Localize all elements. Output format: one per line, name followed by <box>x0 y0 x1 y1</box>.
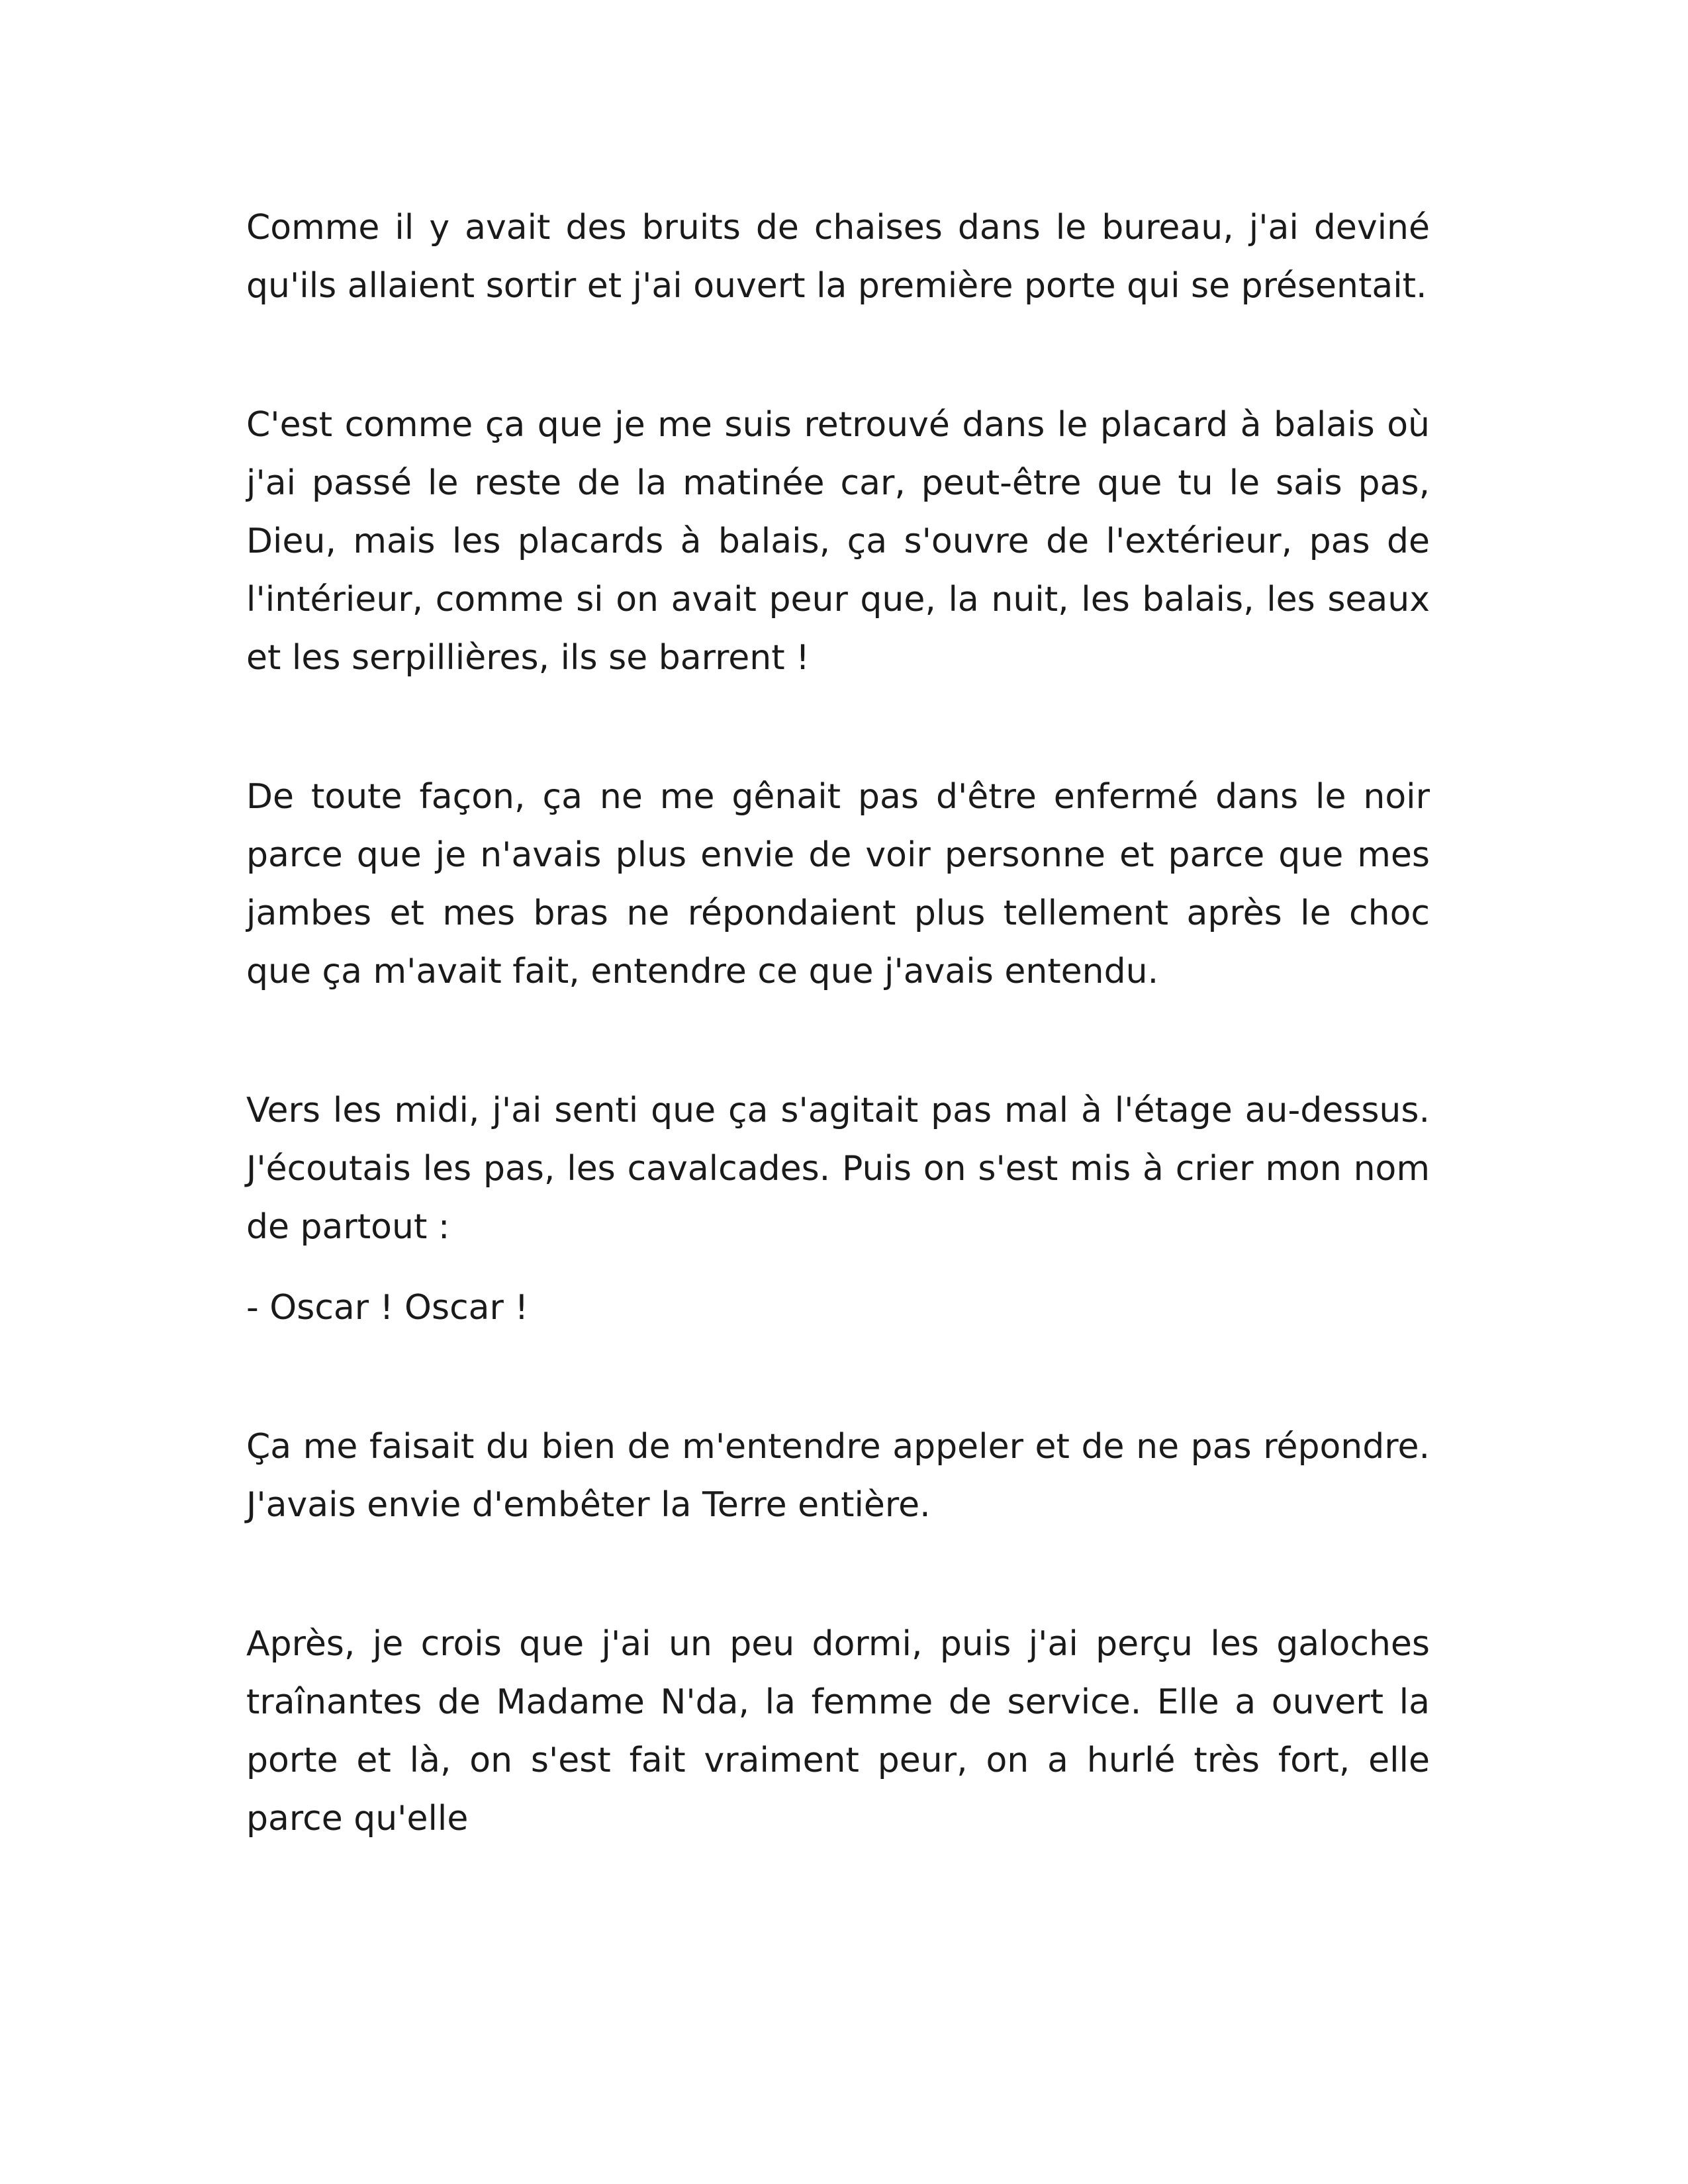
paragraph-5: Ça me faisait du bien de m'entendre appeler et de ne pas répondre. J'avais envie d'embêter la Terre entière. <box>246 1427 1430 1525</box>
paragraph-4: Vers les midi, j'ai senti que ça s'agitait pas mal à l'étage au-dessus. J'écoutais les pas, les cavalcades. Puis on s'est mis à crier mon nom de partout : <box>246 1091 1430 1247</box>
dialogue-line: - Oscar ! Oscar ! <box>246 1288 529 1328</box>
paragraph-1: Comme il y avait des bruits de chaises dans le bureau, j'ai deviné qu'ils allaient sortir et j'ai ouvert la première porte qui se présentait. <box>246 208 1430 306</box>
text-column <box>246 199 1430 1848</box>
paragraph-2: C'est comme ça que je me suis retrouvé dans le placard à balais où j'ai passé le reste de la matinée car, peut-être que tu le sais pas, Dieu, mais les placards à balais, ça s'ouvre de l'extérieur, pas de l'intérieur, comme si on avait peur que, la nuit, les balais, les seaux et les serpillières, ils se barrent ! <box>246 405 1430 678</box>
paragraph-3: De toute façon, ça ne me gênait pas d'être enfermé dans le noir parce que je n'avais plus envie de voir personne et parce que mes jambes et mes bras ne répondaient plus tellement après le choc que ça m'avait fait, entendre ce que j'avais entendu. <box>246 777 1430 991</box>
paragraph-6: Après, je crois que j'ai un peu dormi, puis j'ai perçu les galoches traînantes de Madame N'da, la femme de service. Elle a ouvert la porte et là, on s'est fait vraiment peur, on a hurlé très fort, elle parce qu'elle <box>246 1624 1430 1839</box>
